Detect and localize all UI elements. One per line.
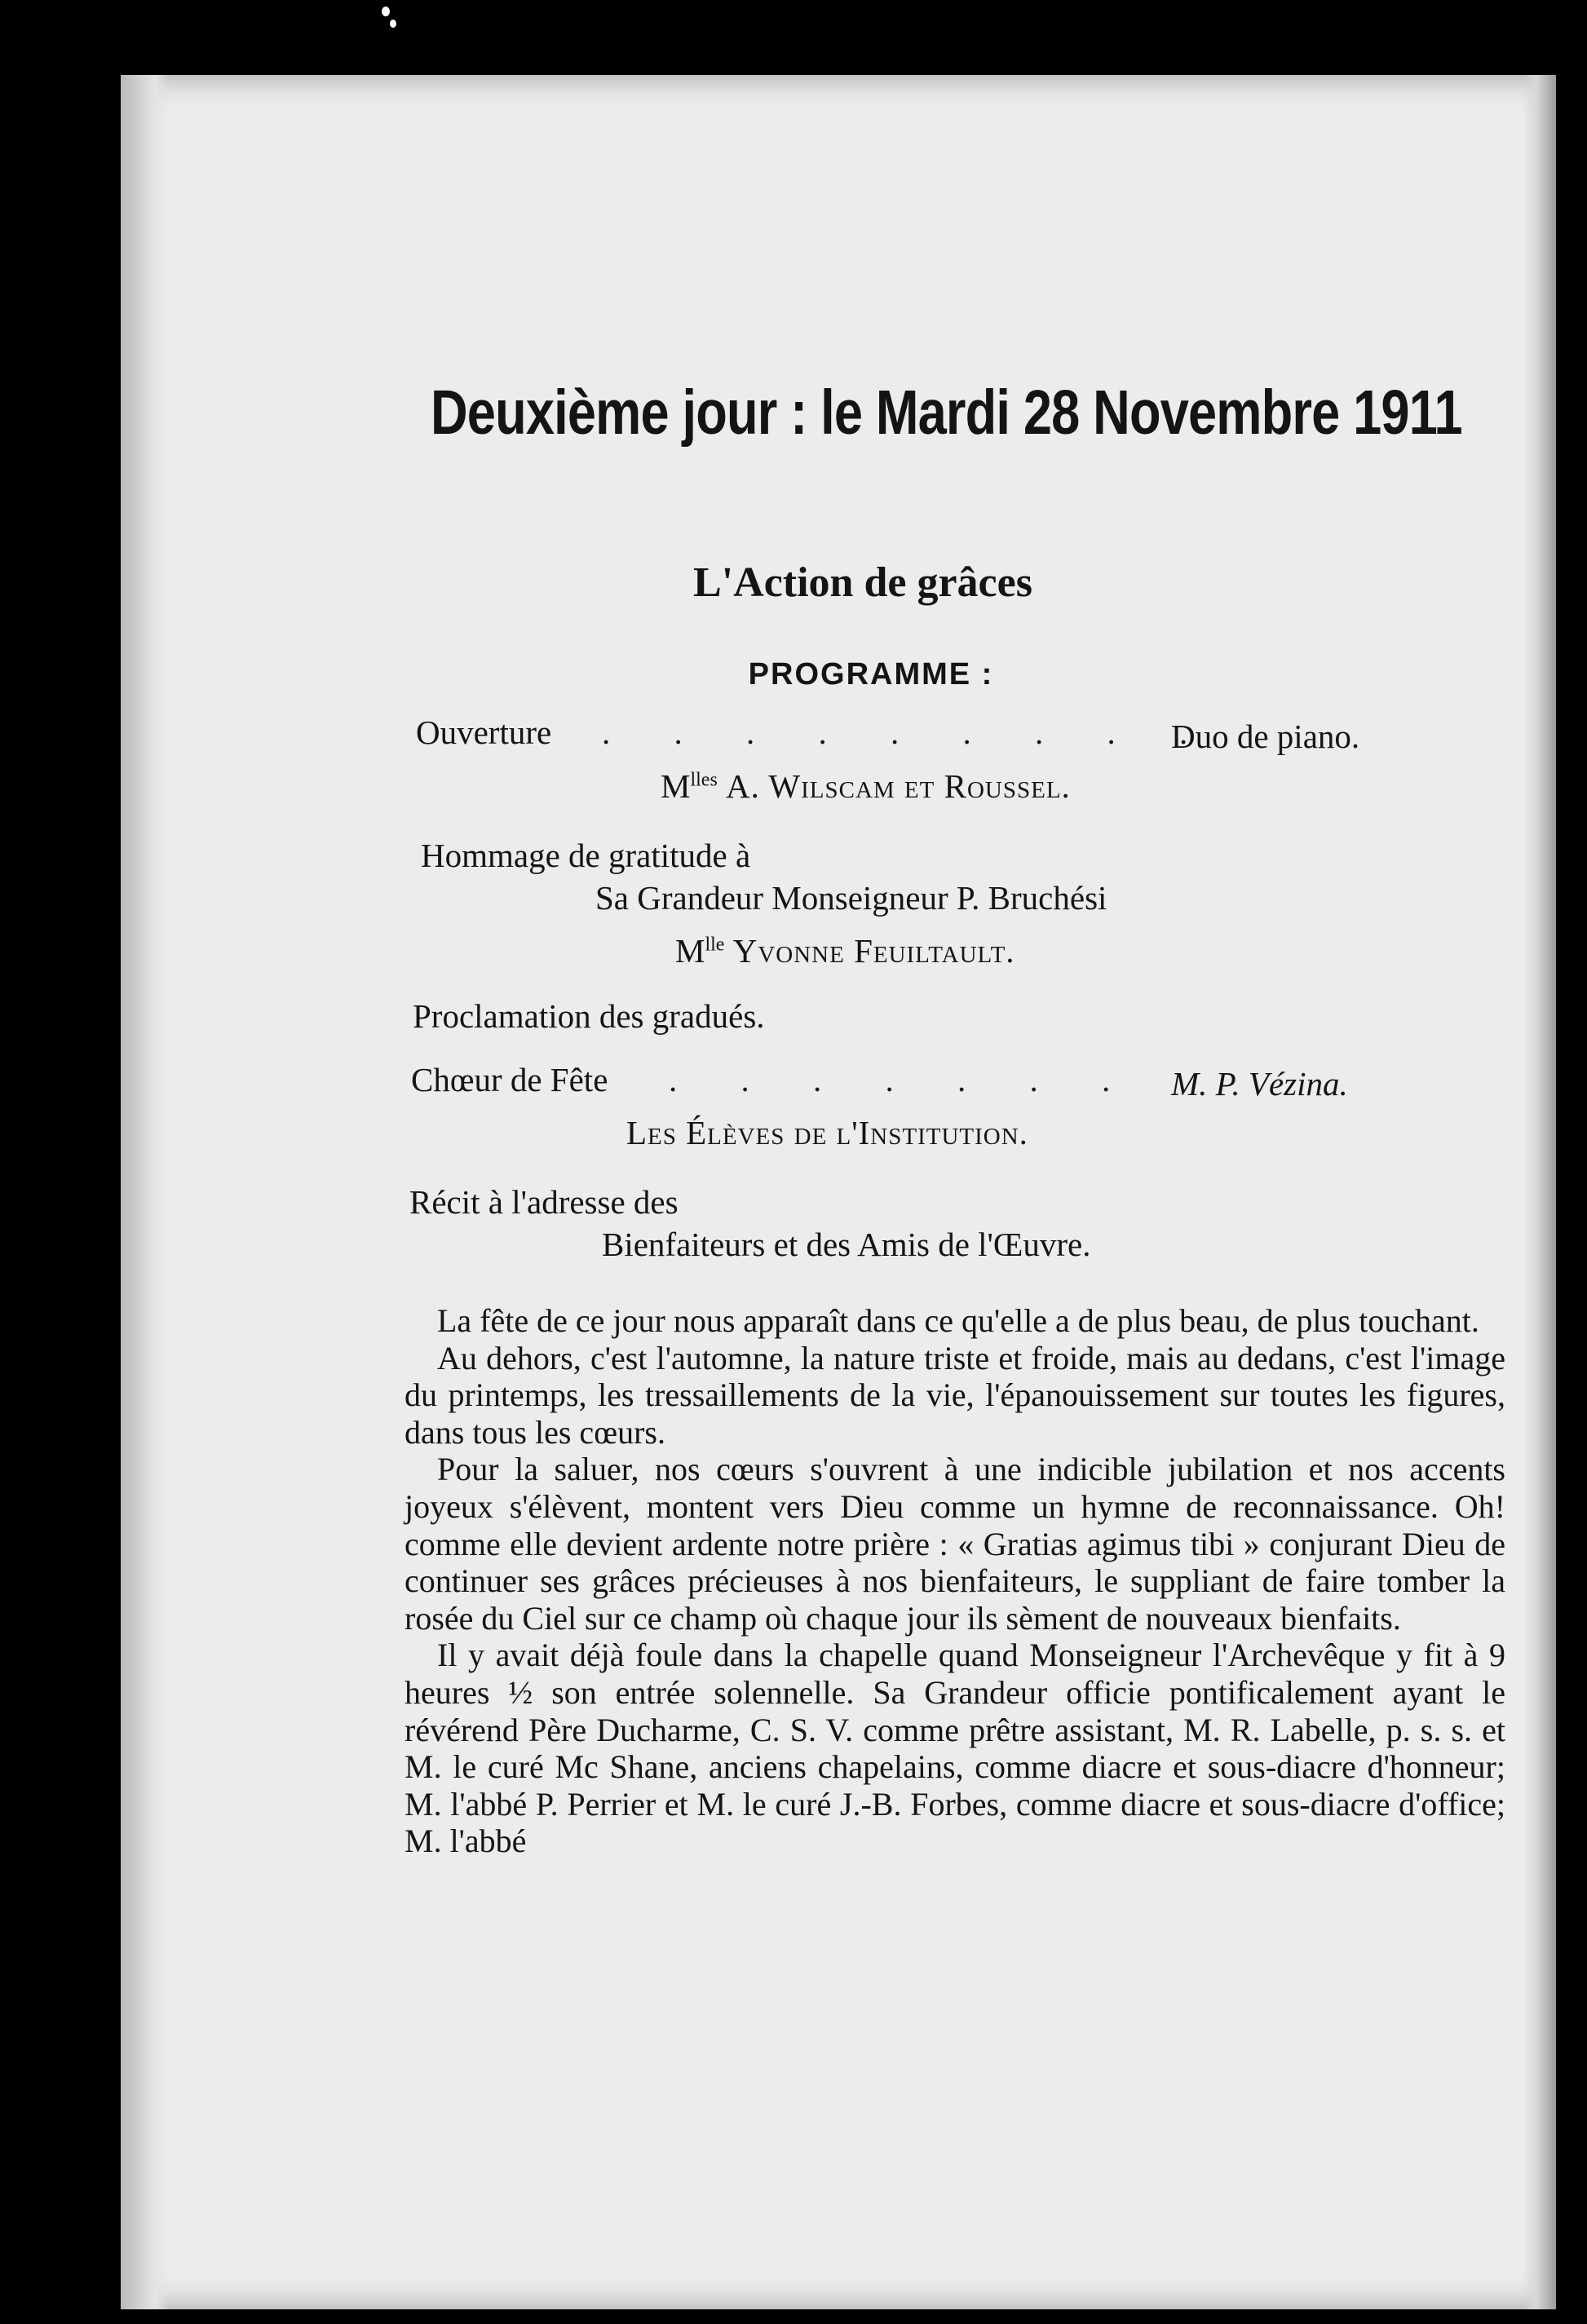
program-item-choeur-leader: . . . . . . . [669, 1061, 1138, 1098]
program-item-choeur-title: Chœur de Fête [411, 1061, 608, 1098]
program-item-ouverture-detail: Duo de piano. [1171, 718, 1360, 755]
section-title: L'Action de grâces [693, 559, 1032, 606]
program-item-choeur-composer: M. P. Vézina. [1171, 1065, 1348, 1102]
body-paragraph: Au dehors, c'est l'automne, la nature triste et froide, mais au dedans, c'est l'image du printemps, les tressaillements de la vie, l'épanouissement sur toutes les figures, dans tous les cœurs. [404, 1339, 1505, 1451]
performers-names: A. Wilscam et Roussel. [726, 767, 1071, 805]
body-paragraph: La fête de ce jour nous apparaît dans ce qu'elle a de plus beau, de plus touchant. [437, 1302, 1479, 1339]
program-item-recit-detail: Bienfaiteurs et des Amis de l'Œuvre. [602, 1226, 1091, 1263]
performers-prefix: M [661, 767, 691, 805]
scan-speck [382, 7, 390, 16]
program-item-ouverture-leader: . . . . . . . . . [602, 714, 1216, 751]
performer-prefix: M [675, 932, 705, 970]
program-item-ouverture-performers [661, 767, 1071, 806]
body-paragraph: Il y avait déjà foule dans la chapelle quand Monseigneur l'Archevêque y fit à 9 heures ½ son entrée solennelle. Sa Grandeur officie pontificalement ayant le révérend Père Ducharme, C. S. V. comme prêtre assistant, M. R. Labelle, p. s. s. et M. le curé Mc Shane, anciens chapelains, comme diacre et sous-diacre d'honneur; M. l'abbé P. Perrier et M. le curé J.-B. Forbes, comme diacre et sous-diacre d'office; M. l'abbé [404, 1637, 1505, 1860]
performers-sup: lles [690, 769, 718, 791]
program-item-hommage-performer [675, 931, 1015, 970]
programme-label: PROGRAMME : [748, 657, 994, 691]
scan-speck [390, 20, 396, 28]
performer-sup: lle [705, 934, 725, 956]
program-item-hommage-detail: Sa Grandeur Monseigneur P. Bruchési [595, 879, 1107, 917]
program-item-recit-title: Récit à l'adresse des [409, 1183, 679, 1221]
page-right-shadow [1523, 75, 1556, 2309]
program-item-ouverture-title: Ouverture [416, 714, 552, 751]
page-left-shadow [121, 75, 170, 2309]
program-item-choeur-performers: Les Élèves de l'Institution. [626, 1114, 1028, 1151]
program-item-hommage-title: Hommage de gratitude à [421, 837, 751, 874]
program-item-proclamation-title: Proclamation des gradués. [413, 997, 765, 1035]
body-text [404, 1302, 1505, 1860]
page-heading: Deuxième jour : le Mardi 28 Novembre 1911 [431, 378, 1462, 448]
scanned-page [121, 75, 1556, 2309]
performer-name: Yvonne Feuiltault. [732, 932, 1015, 970]
body-paragraph: Pour la saluer, nos cœurs s'ouvrent à une indicible jubilation et nos accents joyeux s'élèvent, montent vers Dieu comme un hymne de reconnaissance. Oh! comme elle devient ardente notre prière : « Gratias agimus tibi » conjurant Dieu de continuer ses grâces précieuses à nos bienfaiteurs, le suppliant de faire tomber la rosée du Ciel sur ce champ où chaque jour ils sèment de nouveaux bienfaits. [404, 1451, 1505, 1637]
